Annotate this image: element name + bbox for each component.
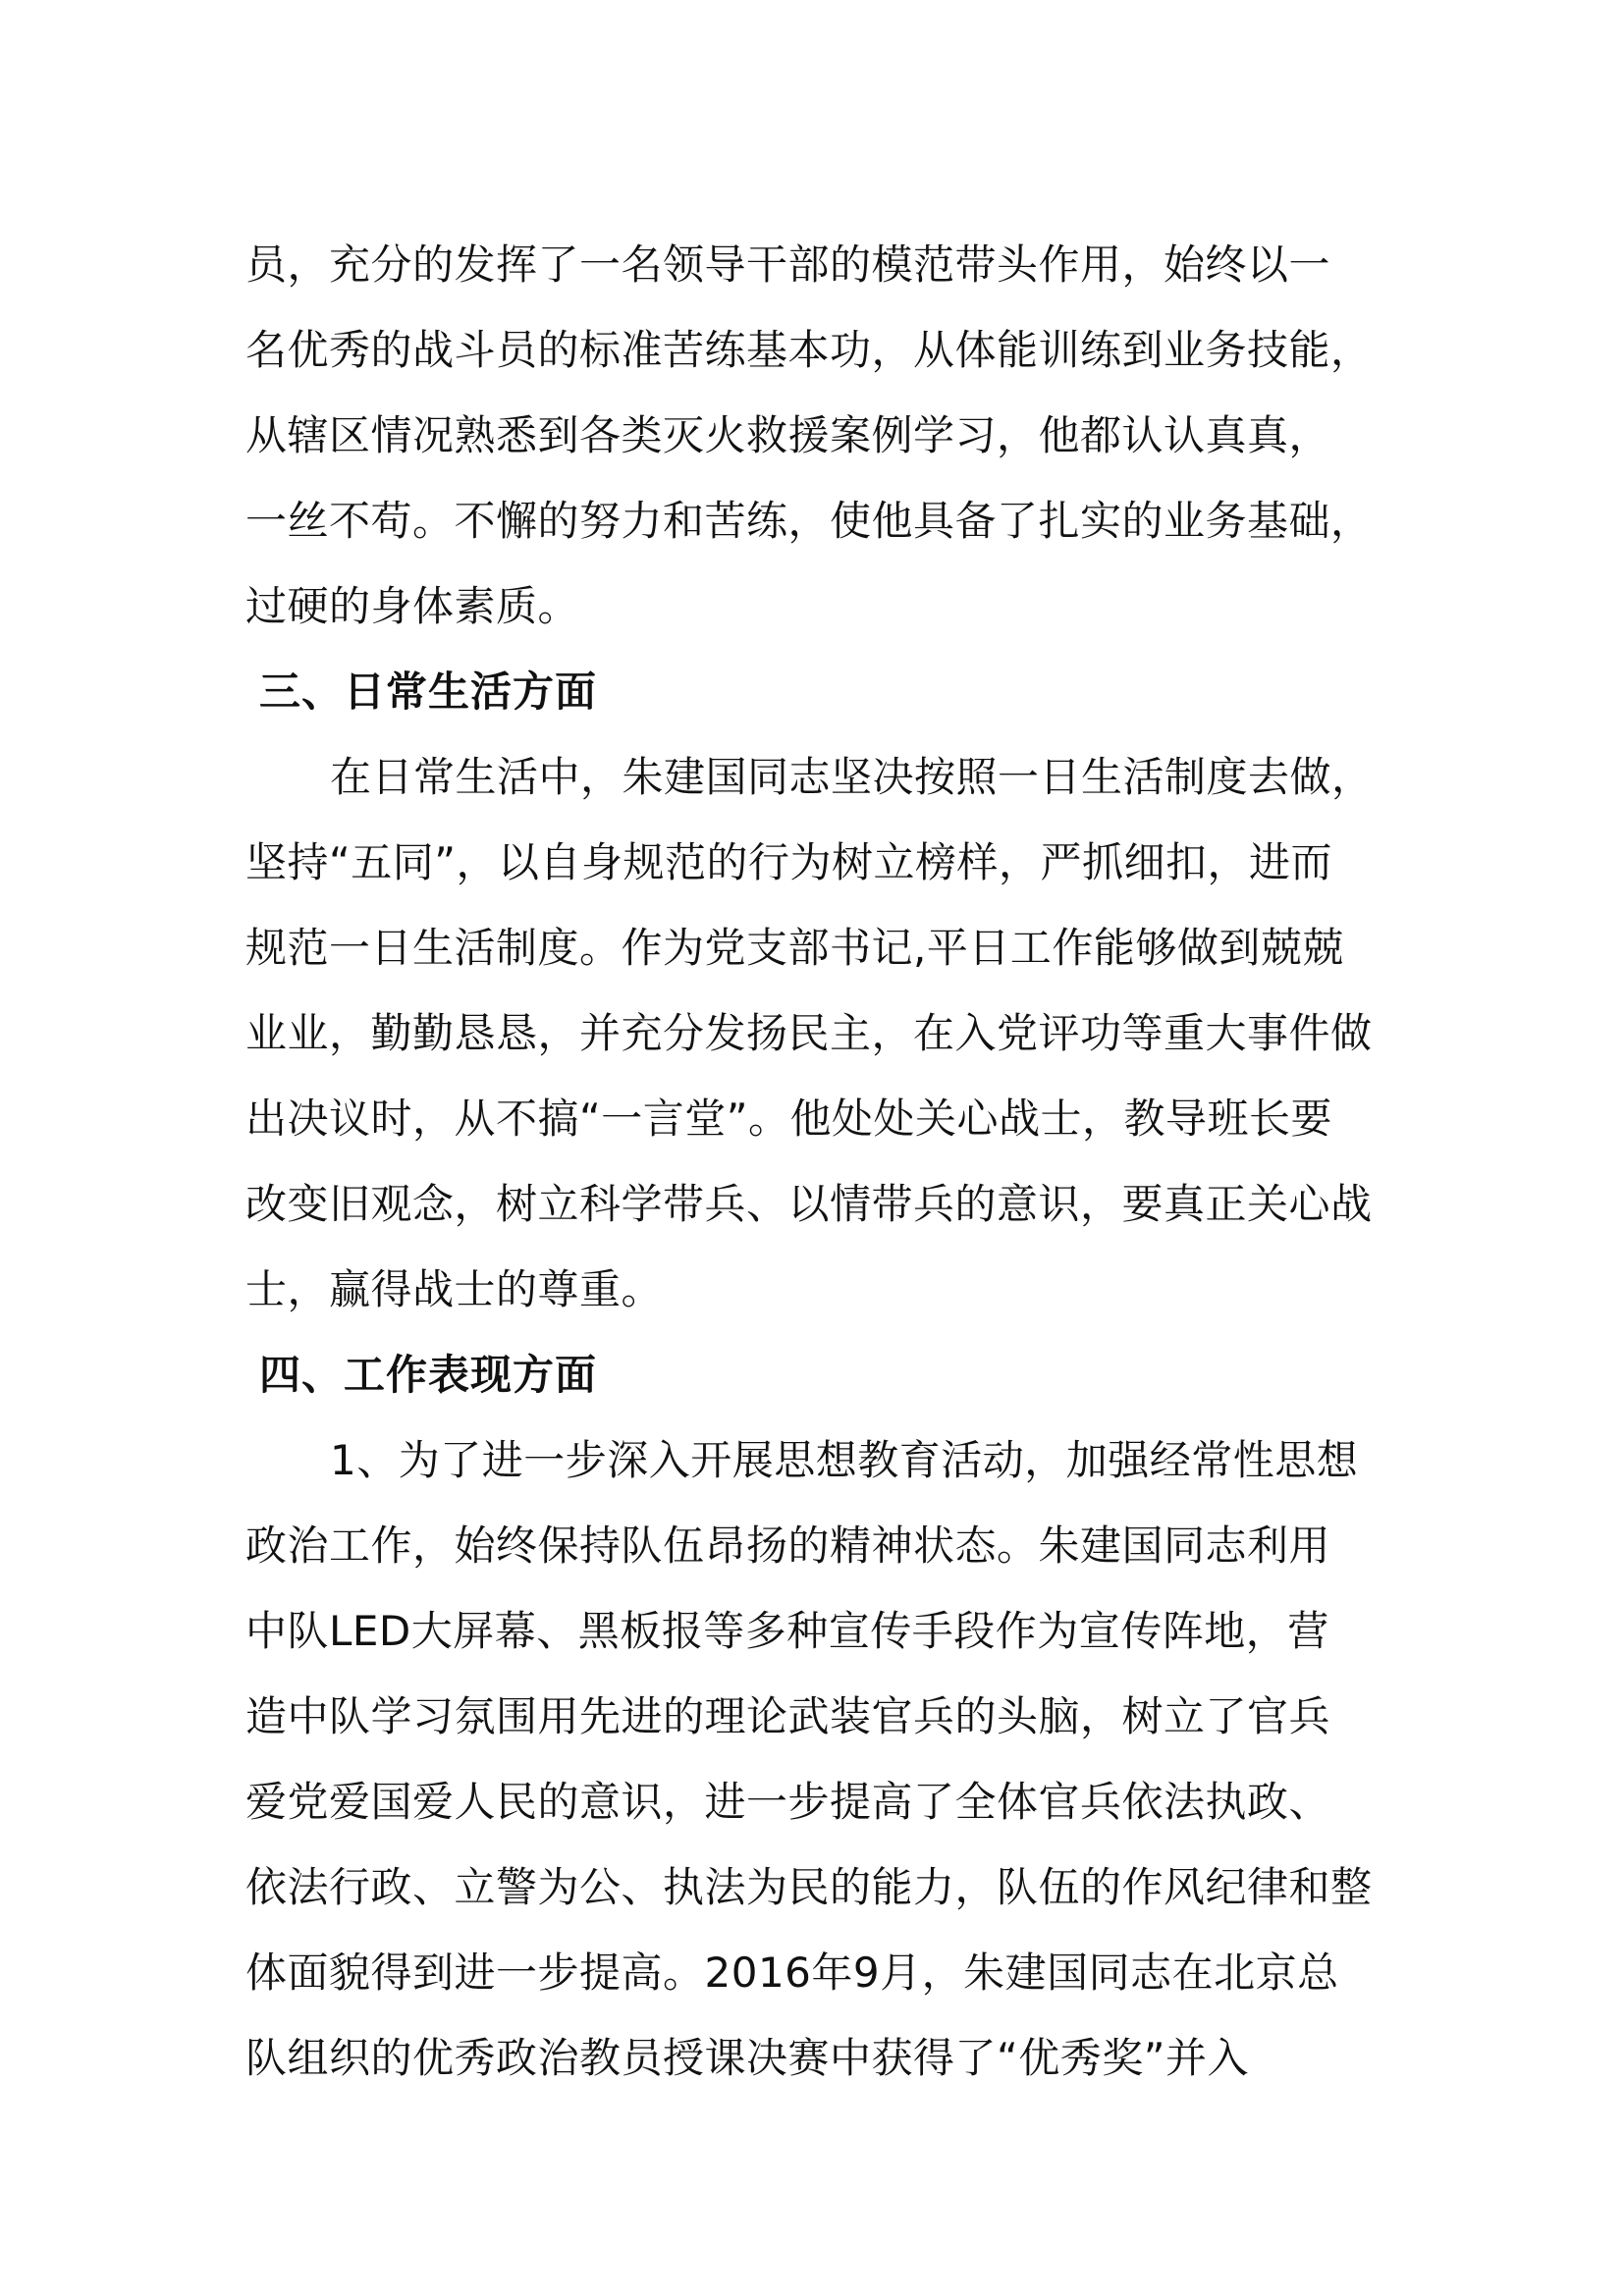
paragraph-line: 一丝不苟。不懈的努力和苦练，使他具备了扎实的业务基础， — [245, 497, 1373, 545]
paragraph-line: 过硬的身体素质。 — [245, 582, 580, 630]
paragraph-line: 爱党爱国爱人民的意识，进一步提高了全体官兵依法执政、 — [245, 1778, 1331, 1826]
paragraph-line: 坚持“五同”，以自身规范的行为树立榜样，严抓细扣，进而 — [245, 838, 1333, 886]
paragraph-line: 造中队学习氛围用先进的理论武装官兵的头脑，树立了官兵 — [245, 1692, 1331, 1740]
paragraph-line: 业业，勤勤恳恳，并充分发扬民主，在入党评功等重大事件做 — [245, 1009, 1373, 1057]
paragraph-line: 规范一日生活制度。作为党支部书记,平日工作能够做到兢兢 — [245, 924, 1344, 972]
paragraph-line: 名优秀的战斗员的标准苦练基本功，从体能训练到业务技能， — [245, 326, 1373, 374]
paragraph-line: 改变旧观念，树立科学带兵、以情带兵的意识，要真正关心战 — [245, 1180, 1373, 1228]
paragraph-line: 队组织的优秀政治教员授课决赛中获得了“优秀奖”并入 — [245, 2034, 1250, 2082]
paragraph-line: 出决议时，从不搞“一言堂”。他处处关心战士，教导班长要 — [245, 1095, 1333, 1143]
section-heading-daily-life: 三、日常生活方面 — [259, 667, 598, 716]
section-heading-work-performance: 四、工作表现方面 — [259, 1351, 598, 1399]
paragraph-line: 中队LED大屏幕、黑板报等多种宣传手段作为宣传阵地，营 — [245, 1607, 1329, 1655]
paragraph-line: 依法行政、立警为公、执法为民的能力，队伍的作风纪律和整 — [245, 1863, 1373, 1911]
paragraph-line: 在日常生活中，朱建国同志坚决按照一日生活制度去做， — [330, 753, 1374, 801]
paragraph-line: 政治工作，始终保持队伍昂扬的精神状态。朱建国同志利用 — [245, 1522, 1331, 1570]
paragraph-line: 士，赢得战士的尊重。 — [245, 1265, 664, 1313]
paragraph-line: 1、为了进一步深入开展思想教育活动，加强经常性思想 — [330, 1436, 1359, 1484]
paragraph-line: 员，充分的发挥了一名领导干部的模范带头作用，始终以一 — [245, 240, 1331, 289]
paragraph-line: 从辖区情况熟悉到各类灭火救援案例学习，他都认认真真， — [245, 411, 1331, 459]
paragraph-line: 体面貌得到进一步提高。2016年9月，朱建国同志在北京总 — [245, 1949, 1339, 1997]
